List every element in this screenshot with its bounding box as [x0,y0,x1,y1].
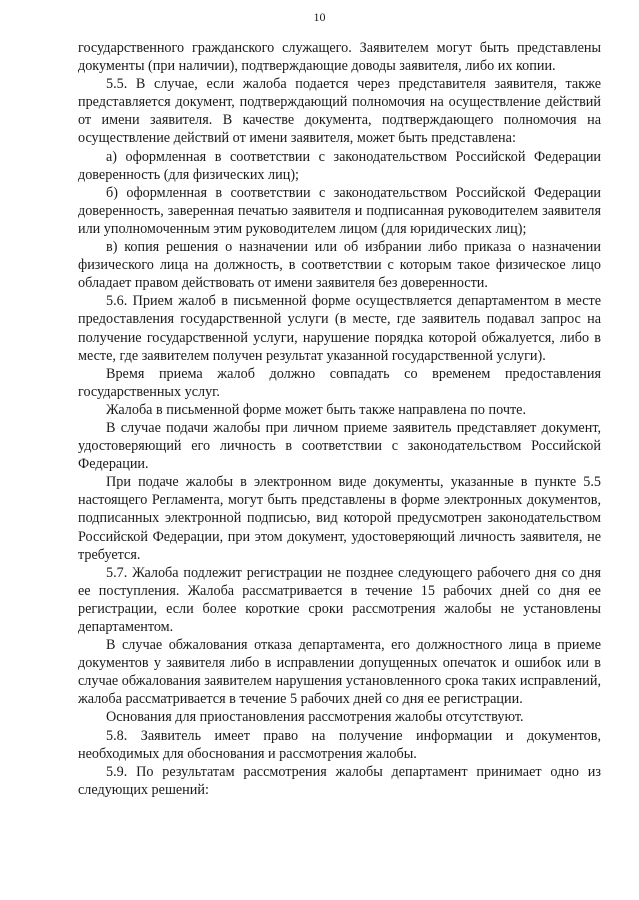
paragraph-5-5-b: б) оформленная в соответствии с законодательством Российской Федерации доверенность, заверенная печатью заявителя и подписанная руководителем заявителя или уполномоченным этим руководителем лицом (для юридических лиц); [78,184,601,237]
paragraph-5-6-electronic: При подаче жалобы в электронном виде документы, указанные в пункте 5.5 настоящего Регламента, могут быть представлены в форме электронных документов, подписанных электронной подписью, вид которой предусмотрен законодательством Российской Федерации, при этом документ, удостоверяющий личность заявителя, не требуется. [78,474,601,563]
paragraph-5-6: 5.6. Прием жалоб в письменной форме осуществляется департаментом в месте предоставления государственной услуги (в месте, где заявитель подавал запрос на получение государственной услуги, нарушение порядка которой обжалуется, либо в месте, где заявителем получен результат указанной государственной услуги). [78,293,601,364]
paragraph-5-7-suspension: Основания для приостановления рассмотрения жалобы отсутствуют. [106,709,524,726]
paragraph-5-7-appeal: В случае обжалования отказа департамента, его должностного лица в приеме документов у заявителя либо в исправлении допущенных опечаток и ошибок или в случае обжалования заявителем нарушения установленного срока таких исправлений, жалоба рассматривается в течение 5 рабочих дней со дня ее регистрации. [78,637,601,708]
page-number: 10 [313,10,326,24]
paragraph-5-5: 5.5. В случае, если жалоба подается через представителя заявителя, также представляется документ, подтверждающий полномочия на осуществление действий от имени заявителя. В качестве документа, подтверждающего полномочия на осуществление действий от имени заявителя, может быть представлена: [78,76,601,147]
paragraph-5-8: 5.8. Заявитель имеет право на получение информации и документов, необходимых для обоснования и рассмотрения жалобы. [78,727,601,762]
paragraph-5-9: 5.9. По результатам рассмотрения жалобы департамент принимает одно из следующих решений: [78,763,601,798]
paragraph-continuation: государственного гражданского служащего. Заявителем могут быть представлены документы (при наличии), подтверждающие доводы заявителя, либо их копии. [78,40,601,75]
paragraph-5-5-v: в) копия решения о назначении или об избрании либо приказа о назначении физического лица на должность, в соответствии с которым такое физическое лицо обладает правом действовать от имени заявителя без доверенности. [78,239,601,292]
paragraph-5-6-time: Время приема жалоб должно совпадать со временем предоставления государственных услуг. [78,365,601,400]
paragraph-5-6-personal: В случае подачи жалобы при личном приеме заявитель представляет документ, удостоверяющий его личность в соответствии с законодательством Российской Федерации. [78,419,601,473]
paragraph-5-6-mail: Жалоба в письменной форме может быть также направлена по почте. [106,401,527,418]
paragraph-5-5-a: а) оформленная в соответствии с законодательством Российской Федерации доверенность (для физических лиц); [78,148,601,183]
document-body [78,39,601,799]
paragraph-5-7: 5.7. Жалоба подлежит регистрации не позднее следующего рабочего дня со дня ее поступления. Жалоба рассматривается в течение 15 рабочих дней со дня ее регистрации, если более короткие сроки рассмотрения жалобы не установлены департаментом. [78,564,601,635]
